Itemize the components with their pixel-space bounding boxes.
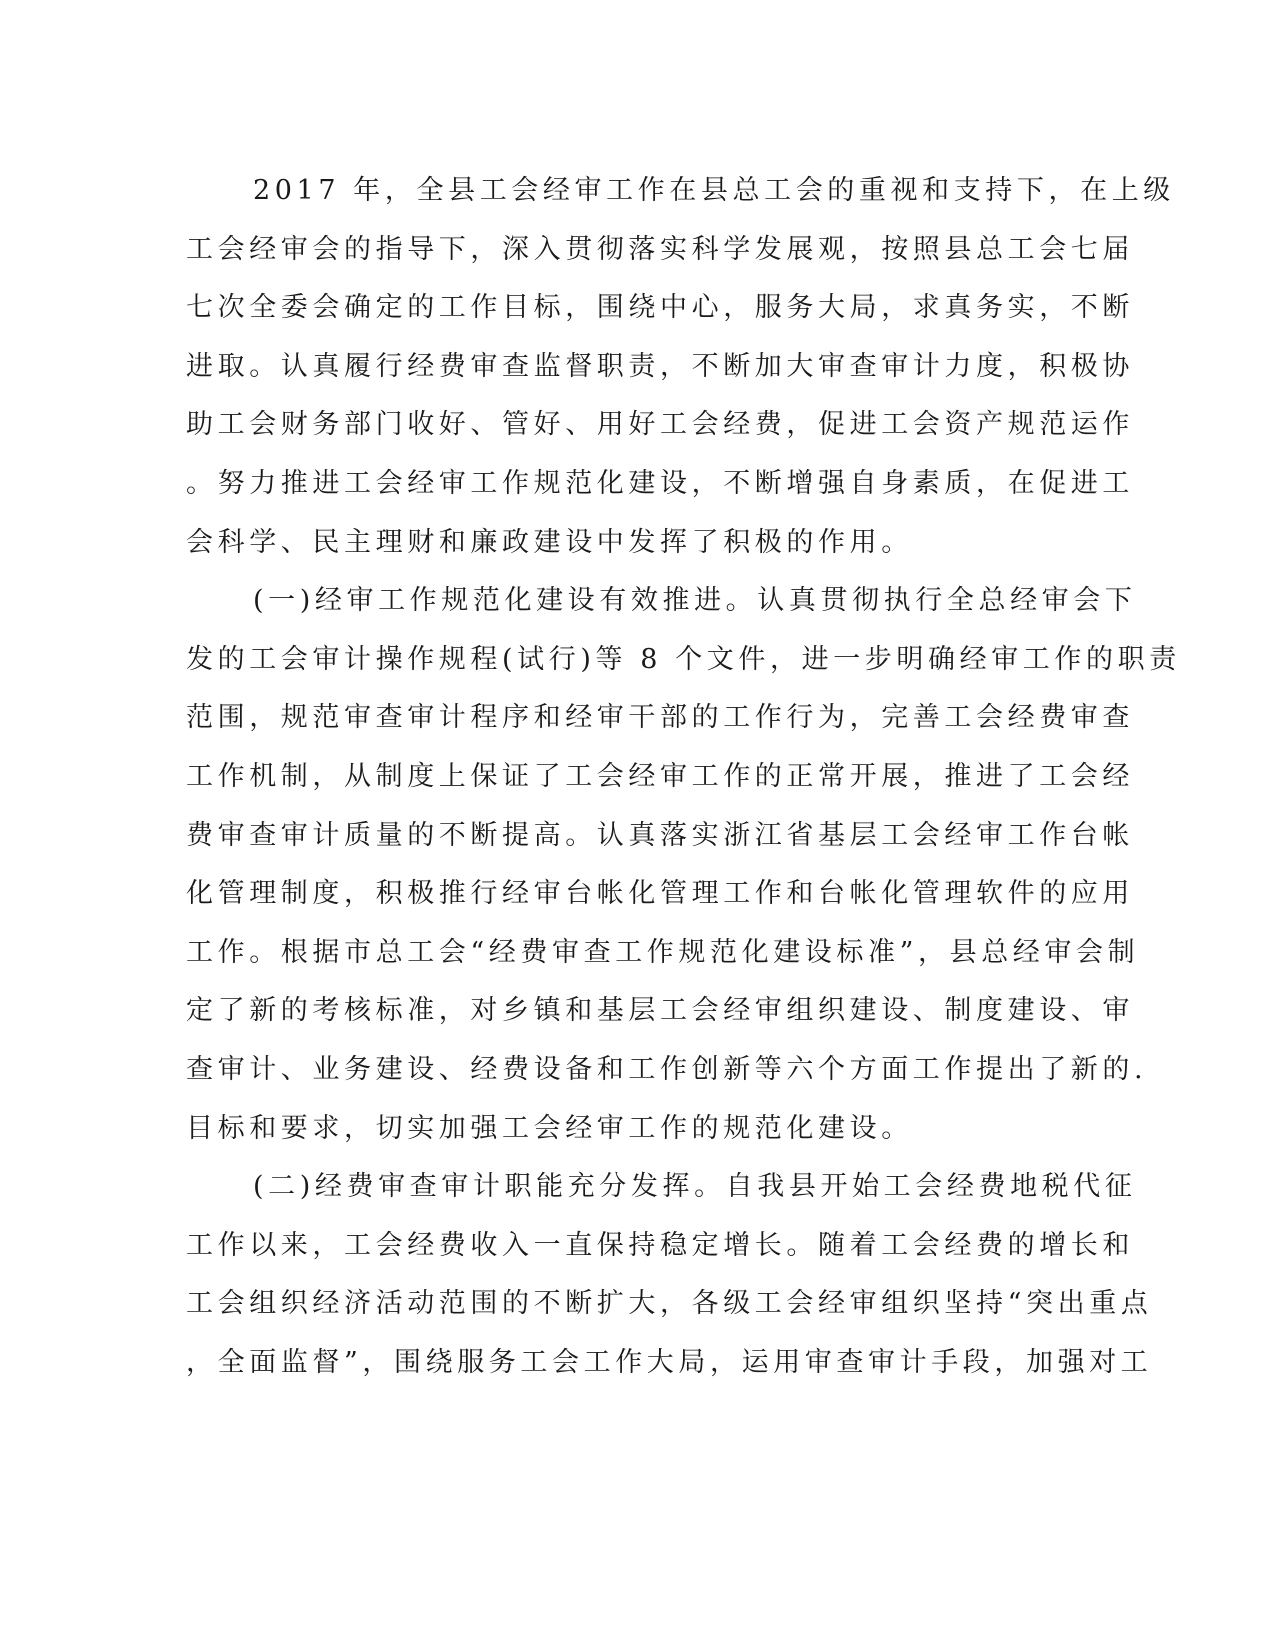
- paragraph-2-line-3: 范围，规范审查审计程序和经审干部的工作行为，完善工会经费审查: [186, 702, 1134, 734]
- paragraph-2-line-8: 定了新的考核标准，对乡镇和基层工会经审组织建设、制度建设、审: [186, 995, 1134, 1027]
- paragraph-2-line-5: 费审查审计质量的不断提高。认真落实浙江省基层工会经审工作台帐: [186, 819, 1134, 851]
- paragraph-2-line-7: 工作。根据市总工会“经费审查工作规范化建设标准”，县总经审会制: [186, 936, 1140, 968]
- paragraph-1-line-2: 工会经审会的指导下，深入贯彻落实科学发展观，按照县总工会七届: [186, 233, 1134, 265]
- body-text: [186, 162, 1181, 1392]
- paragraph-1-line-3: 七次全委会确定的工作目标，围绕中心，服务大局，求真务实，不断: [186, 292, 1134, 324]
- paragraph-3-line-4: ，全面监督”，围绕服务工会工作大局，运用审查审计手段，加强对工: [186, 1346, 1153, 1378]
- paragraph-2-line-4: 工作机制，从制度上保证了工会经审工作的正常开展，推进了工会经: [186, 760, 1134, 792]
- paragraph-2-line-2: 发的工会审计操作规程(试行)等 8 个文件，进一步明确经审工作的职责: [186, 643, 1181, 675]
- paragraph-1-line-1: 2017 年，全县工会经审工作在县总工会的重视和支持下，在上级: [253, 175, 1175, 206]
- paragraph-2-line-6: 化管理制度，积极推行经审台帐化管理工作和台帐化管理软件的应用: [186, 878, 1134, 910]
- paragraph-2-line-10: 目标和要求，切实加强工会经审工作的规范化建设。: [186, 1112, 913, 1144]
- paragraph-2-line-9: 查审计、业务建设、经费设备和工作创新等六个方面工作提出了新的.: [186, 1053, 1148, 1085]
- paragraph-2-line-1: (一)经审工作规范化建设有效推进。认真贯彻执行全总经审会下: [253, 585, 1137, 617]
- paragraph-1-line-4: 进取。认真履行经费审查监督职责，不断加大审查审计力度，积极协: [186, 350, 1134, 382]
- paragraph-1-line-5: 助工会财务部门收好、管好、用好工会经费，促进工会资产规范运作: [186, 409, 1134, 441]
- paragraph-3-line-1: (二)经费审查审计职能充分发挥。自我县开始工会经费地税代征: [253, 1171, 1137, 1203]
- paragraph-1-line-7: 会科学、民主理财和廉政建设中发挥了积极的作用。: [186, 526, 913, 558]
- paragraph-3-line-3: 工会组织经济活动范围的不断扩大，各级工会经审组织坚持“突出重点: [186, 1288, 1153, 1320]
- paragraph-1-line-6: 。努力推进工会经审工作规范化建设，不断增强自身素质，在促进工: [186, 467, 1134, 499]
- paragraph-3-line-2: 工作以来，工会经费收入一直保持稳定增长。随着工会经费的增长和: [186, 1229, 1134, 1261]
